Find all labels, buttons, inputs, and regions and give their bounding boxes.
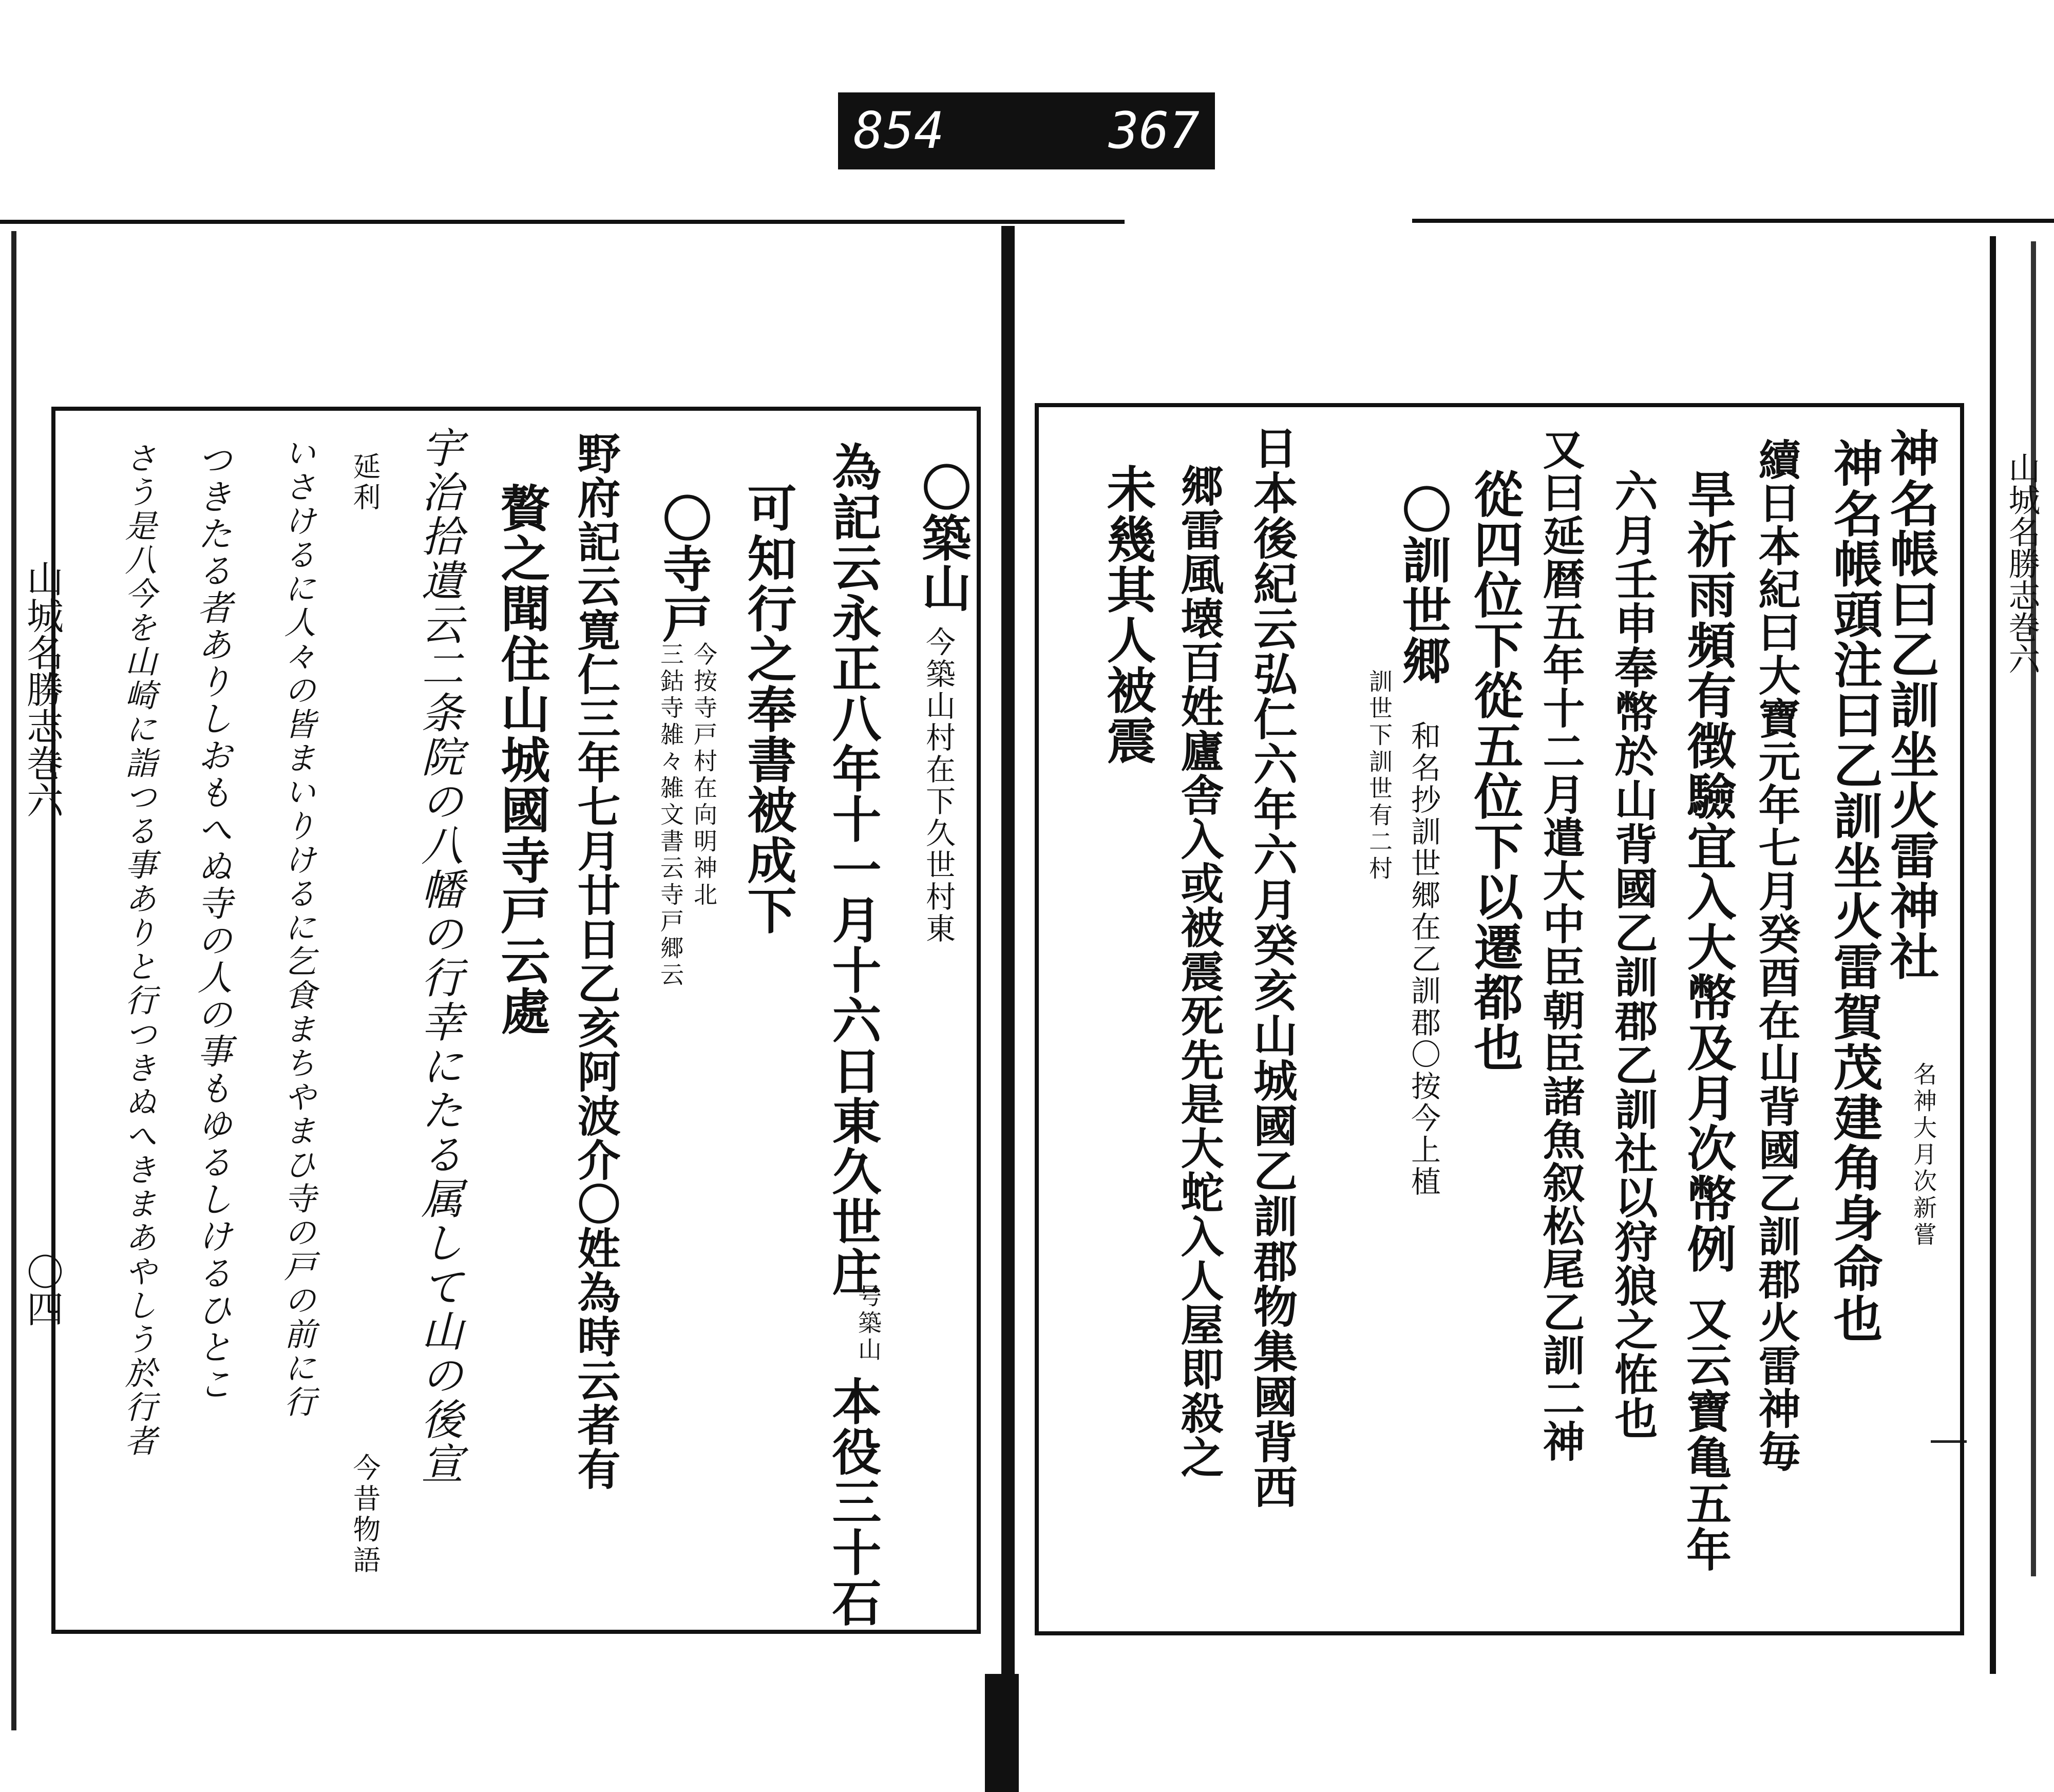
- left-col-4-note-2: 三鈷寺雑々雑文書云寺戸郷云: [657, 642, 684, 989]
- left-col-9: つきたる者ありしおもへぬ寺の人の事もゆるしけるひとこ: [192, 442, 232, 1403]
- left-col-7: 宇治拾遺云二条院の八幡の行幸にたる属して山の後宣: [414, 426, 463, 1486]
- right-col-1-note: 名神大月次新嘗: [1910, 1062, 1937, 1249]
- left-col-4: 〇寺戸: [655, 493, 713, 644]
- right-margin-title: 山城名勝志巻六: [2003, 452, 2041, 675]
- catalog-code-right: 367: [1108, 102, 1200, 160]
- top-edge-left: [0, 220, 1125, 224]
- right-col-7: 從四位下從五位下以遷都也: [1466, 469, 1524, 1073]
- book-spine: [1001, 226, 1015, 1792]
- book-spine-foot: [985, 1674, 1019, 1792]
- left-col-8: いさけるに人々の皆まいりけるに乞食まちやまひ寺の戸の前に行: [279, 436, 316, 1419]
- left-col-1-note: 今築山村在下久世村東: [921, 626, 956, 945]
- top-edge-right: [1412, 219, 2054, 223]
- right-col-8-note-2: 訓世下訓世有二村: [1365, 669, 1393, 883]
- catalog-code-left: 854: [853, 102, 945, 160]
- right-page-edge-outer: [2031, 241, 2036, 1576]
- left-col-2-note: 号築山: [854, 1284, 882, 1364]
- left-col-7-note-2: 今昔物語: [349, 1453, 381, 1576]
- right-col-6: 又曰延暦五年十二月遣大中臣朝臣諸魚叙松尾乙訓二神: [1536, 428, 1585, 1463]
- left-col-7-note: 延利: [349, 452, 381, 513]
- right-page-edge: [1990, 236, 1996, 1674]
- left-col-3: 可知行之奉書被成下: [739, 483, 797, 936]
- right-col-5: 六月壬申奉幣於山背國乙訓郡乙訓社以狩狼之恠也: [1608, 469, 1659, 1440]
- right-col-1: 神名帳曰乙訓坐火雷神社: [1882, 428, 1940, 981]
- right-col-10: 郷雷風壊百姓廬舎入或被震死先是大蛇入人屋即殺之: [1174, 464, 1225, 1479]
- right-col-9: 日本後紀云弘仁六年六月癸亥山城國乙訓郡物集國背西: [1246, 425, 1298, 1510]
- left-col-1: 〇築山: [914, 462, 972, 613]
- left-col-6: 贅之聞住山城國寺戸云處: [493, 483, 551, 1036]
- left-col-5: 野府記云寛仁三年七月廿日乙亥阿波介〇姓為時云者有: [570, 431, 621, 1491]
- left-col-2: 為記云永正八年十一月十六日東久世庄: [824, 442, 882, 1297]
- left-col-4-note: 今按寺戸村在向明神北: [690, 642, 718, 909]
- right-page-panel: [1035, 403, 1964, 1635]
- left-margin-title: 山城名勝志巻六: [21, 560, 64, 818]
- right-col-8: 〇訓世郷: [1394, 484, 1452, 685]
- left-page-panel: [51, 407, 981, 1634]
- right-col-8-note: 和名抄訓世郷在乙訓郡〇按今上植: [1406, 720, 1441, 1198]
- left-col-10: さう是八今を山崎に詣つる事ありと行つきぬへきまあやしう於行者: [120, 442, 157, 1458]
- right-col-4b: 又云寶亀五年: [1679, 1295, 1733, 1573]
- left-margin-folio: 〇四: [21, 1253, 64, 1327]
- right-col-2: 神名帳頭注曰乙訓坐火雷賀茂建角身命也: [1825, 438, 1884, 1344]
- left-page-edge: [11, 231, 16, 1730]
- right-col-3: 續日本紀曰大寶元年七月癸酉在山背國乙訓郡火雷神毎: [1752, 438, 1801, 1473]
- catalog-label: [838, 92, 1215, 169]
- right-col-11: 未幾其人被震: [1099, 464, 1157, 766]
- left-col-2b: 本役三十石: [824, 1376, 882, 1628]
- right-col-4: 旱祈雨頻有徴驗宜入大幣及月次幣例: [1679, 469, 1737, 1274]
